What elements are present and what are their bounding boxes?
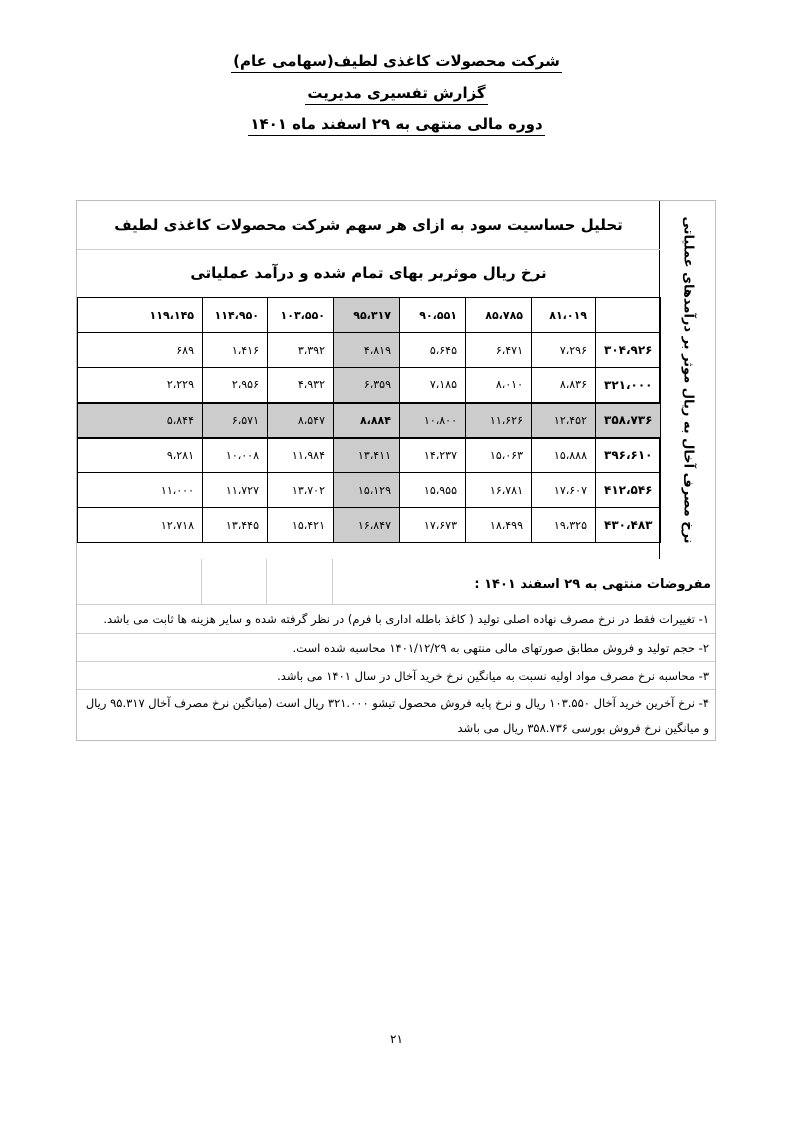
table-cell: ۸،۵۴۷ [268, 403, 334, 438]
table-cell: ۱۳،۴۱۱ [334, 438, 400, 473]
page-number: ۲۱ [390, 1032, 403, 1046]
row-header: ۳۵۸،۷۳۶ [596, 403, 661, 438]
table-cell: ۲،۲۲۹ [78, 368, 203, 403]
table-cell: ۱۵،۰۶۳ [466, 438, 532, 473]
table-cell: ۱۷،۶۷۳ [400, 508, 466, 543]
table-cell: ۷،۲۹۶ [532, 333, 596, 368]
table-cell: ۴،۹۳۲ [268, 368, 334, 403]
table-cell: ۱۶،۸۴۷ [334, 508, 400, 543]
assumption-item: ۴- نرخ آخرین خرید آخال ۱۰۳.۵۵۰ ریال و نرخ پایه فروش محصول تیشو ۳۲۱.۰۰۰ ریال است (میانگین نرخ مصرف آخال ۹۵.۳۱۷ ریال و میانگین نرخ فروش بورسی ۳۵۸.۷۳۶ ریال می باشد [77, 689, 715, 740]
table-cell: ۱۱،۰۰۰ [78, 473, 203, 508]
blank-cell [77, 559, 202, 604]
report-period: دوره مالی منتهی به ۲۹ اسفند ماه ۱۴۰۱ [0, 115, 793, 133]
blank-cells [77, 559, 334, 604]
blank-cell [267, 559, 333, 604]
table-cell: ۱۵،۴۲۱ [268, 508, 334, 543]
row-header: ۳۲۱،۰۰۰ [596, 368, 661, 403]
column-header: ۹۰،۵۵۱ [400, 298, 466, 333]
blank-cell [202, 559, 267, 604]
sensitivity-table [77, 297, 661, 543]
row-header: ۴۳۰،۴۸۳ [596, 508, 661, 543]
table-cell: ۱۱،۶۲۶ [466, 403, 532, 438]
table-cell: ۵،۶۴۵ [400, 333, 466, 368]
table-row-base-case [78, 403, 661, 438]
table-cell: ۸،۰۱۰ [466, 368, 532, 403]
table-row [78, 438, 661, 473]
table-cell: ۵،۸۴۴ [78, 403, 203, 438]
table-cell: ۱۸،۴۹۹ [466, 508, 532, 543]
column-header: ۱۱۹،۱۴۵ [78, 298, 203, 333]
table-cell: ۱۰،۸۰۰ [400, 403, 466, 438]
table-cell-base-case: ۸،۸۸۴ [334, 403, 400, 438]
assumption-item: ۱- تغییرات فقط در نرخ مصرف نهاده اصلی تولید ( کاغذ باطله اداری با فرم) در نظر گرفته شده و سایر هزینه ها ثابت می باشد. [77, 604, 715, 633]
assumption-item: ۲- حجم تولید و فروش مطابق صورتهای مالی منتهی به ۱۴۰۱/۱۲/۲۹ محاسبه شده است. [77, 633, 715, 661]
table-cell: ۱۳،۴۴۵ [203, 508, 268, 543]
table-cell: ۱۴،۲۳۷ [400, 438, 466, 473]
table-cell: ۱۵،۸۸۸ [532, 438, 596, 473]
table-cell: ۳،۳۹۲ [268, 333, 334, 368]
table-cell: ۶۸۹ [78, 333, 203, 368]
row-header: ۴۱۲،۵۴۶ [596, 473, 661, 508]
row-header: ۳۹۶،۶۱۰ [596, 438, 661, 473]
report-title: گزارش تفسیری مدیریت [0, 84, 793, 102]
table-header-row [78, 298, 661, 333]
column-header: ۱۰۳،۵۵۰ [268, 298, 334, 333]
table-cell: ۱۵،۹۵۵ [400, 473, 466, 508]
table-cell: ۱۹،۳۲۵ [532, 508, 596, 543]
column-header: ۸۵،۷۸۵ [466, 298, 532, 333]
table-cell: ۱۷،۶۰۷ [532, 473, 596, 508]
table-cell: ۷،۱۸۵ [400, 368, 466, 403]
side-label-column [659, 201, 715, 559]
side-label: نرخ مصرف آخال به ریال موثر بر درآمدهای عملیاتی [680, 216, 695, 544]
table-cell: ۹،۲۸۱ [78, 438, 203, 473]
table-cell: ۲،۹۵۶ [203, 368, 268, 403]
assumptions-title: مفروضات منتهی به ۲۹ اسفند ۱۴۰۱ : [474, 577, 711, 592]
corner-cell [596, 298, 661, 333]
table-cell: ۱۳،۷۰۲ [268, 473, 334, 508]
table-cell: ۱۲،۷۱۸ [78, 508, 203, 543]
table-row [78, 508, 661, 543]
table-cell: ۶،۳۵۹ [334, 368, 400, 403]
company-name: شرکت محصولات کاغذی لطیف(سهامی عام) [0, 52, 793, 70]
table-cell: ۱۵،۱۲۹ [334, 473, 400, 508]
table-row [78, 368, 661, 403]
sensitivity-analysis-box [76, 200, 716, 741]
assumption-item: ۳- محاسبه نرخ مصرف مواد اولیه نسبت به میانگین نرخ خرید آخال در سال ۱۴۰۱ می باشد. [77, 661, 715, 689]
table-cell: ۱۶،۷۸۱ [466, 473, 532, 508]
table-cell: ۱،۴۱۶ [203, 333, 268, 368]
table-title: تحلیل حساسیت سود به ازای هر سهم شرکت محصولات کاغذی لطیف [114, 216, 623, 234]
table-cell: ۱۱،۷۲۷ [203, 473, 268, 508]
table-row [78, 333, 661, 368]
table-cell: ۱۱،۹۸۴ [268, 438, 334, 473]
column-header: ۹۵،۳۱۷ [334, 298, 400, 333]
table-cell: ۱۰،۰۰۸ [203, 438, 268, 473]
column-header: ۸۱،۰۱۹ [532, 298, 596, 333]
table-cell: ۸،۸۳۶ [532, 368, 596, 403]
column-header: ۱۱۴،۹۵۰ [203, 298, 268, 333]
table-subtitle: نرخ ریال موثربر بهای تمام شده و درآمد عملیاتی [190, 264, 547, 282]
table-cell: ۶،۵۷۱ [203, 403, 268, 438]
table-row [78, 473, 661, 508]
table-cell: ۶،۴۷۱ [466, 333, 532, 368]
table-cell: ۴،۸۱۹ [334, 333, 400, 368]
table-cell: ۱۲،۴۵۲ [532, 403, 596, 438]
row-header: ۳۰۴،۹۲۶ [596, 333, 661, 368]
